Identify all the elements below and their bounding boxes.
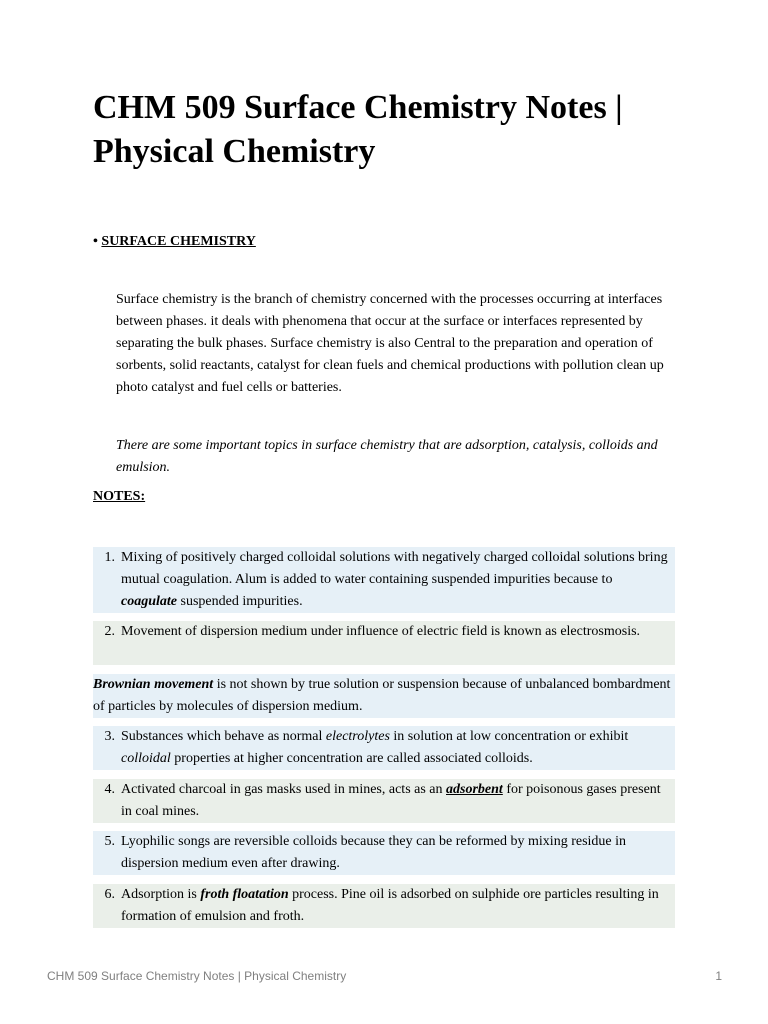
note-number: 2. xyxy=(104,624,115,639)
emphasis-term: adsorbent xyxy=(446,782,503,797)
emphasis-term: Brownian movement xyxy=(93,677,214,692)
notes-label: NOTES: xyxy=(93,489,146,504)
page-number: 1 xyxy=(715,969,722,983)
note-text: Adsorption is froth floatation process. Pine oil is adsorbed on sulphide ore particles resulting in formation of emulsion and froth. xyxy=(121,887,659,924)
note-text: Substances which behave as normal electrolytes in solution at low concentration or exhibit colloidal properties at higher concentration are called associated colloids. xyxy=(121,729,629,766)
bullet: • xyxy=(93,234,102,249)
note-number: 1. xyxy=(104,550,115,565)
note-number: 6. xyxy=(104,887,115,902)
note-number: 5. xyxy=(104,834,115,849)
emphasis-term: colloidal xyxy=(121,751,171,766)
note-text: Movement of dispersion medium under influence of electric field is known as electrosmosis. xyxy=(121,624,641,639)
page-title: CHM 509 Surface Chemistry Notes | Physical Chemistry xyxy=(93,89,623,170)
emphasis-term: froth floatation xyxy=(200,887,289,902)
section-heading-text: SURFACE CHEMISTRY xyxy=(101,234,256,249)
section-heading xyxy=(93,232,256,252)
intro-paragraph: Surface chemistry is the branch of chemistry concerned with the processes occurring at interfaces between phases. it deals with phenomena that occur at the surface or interfaces represented by separating the bulk phases. Surface chemistry is also Central to the preparation and operation of sorbents, solid reactants, catalyst for clean fuels and chemical productions with pollution clean up photo catalyst and fuel cells or batteries. xyxy=(116,292,664,395)
note-item-6 xyxy=(93,884,675,928)
footer-title: CHM 509 Surface Chemistry Notes | Physical Chemistry xyxy=(47,969,347,983)
topics-paragraph: There are some important topics in surface chemistry that are adsorption, catalysis, colloids and emulsion. xyxy=(116,438,658,475)
note-number: 3. xyxy=(104,729,115,744)
note-item-3 xyxy=(93,726,675,770)
note-item-5 xyxy=(93,831,675,875)
note-item-2 xyxy=(93,621,675,665)
note-brownian xyxy=(93,674,675,718)
emphasis-term: coagulate xyxy=(121,594,177,609)
note-text: Mixing of positively charged colloidal solutions with negatively charged colloidal solutions bring mutual coagulation. Alum is added to water containing suspended impurities because to coagulate suspended impurities. xyxy=(121,550,668,609)
emphasis-term: electrolytes xyxy=(325,729,390,744)
note-text: Brownian movement is not shown by true solution or suspension because of unbalanced bombardment of particles by molecules of dispersion medium. xyxy=(93,677,671,714)
note-item-4 xyxy=(93,779,675,823)
note-item-1 xyxy=(93,547,675,613)
note-text: Lyophilic songs are reversible colloids because they can be reformed by mixing residue in dispersion medium even after drawing. xyxy=(121,834,627,871)
note-text: Activated charcoal in gas masks used in mines, acts as an adsorbent for poisonous gases present in coal mines. xyxy=(121,782,661,819)
note-number: 4. xyxy=(104,782,115,797)
